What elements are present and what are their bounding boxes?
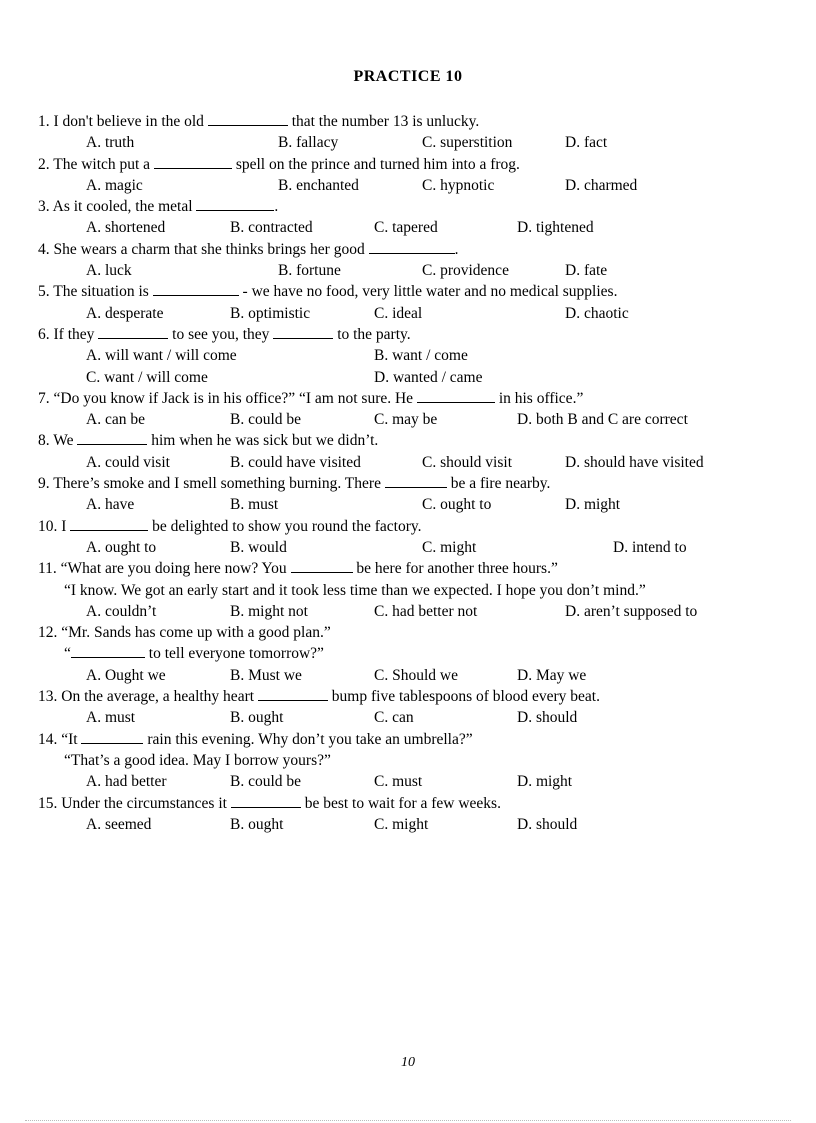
question-text: to see you, they [168, 325, 274, 343]
answer-option[interactable]: C. providence [422, 262, 509, 280]
answer-option[interactable]: B. Must we [230, 666, 302, 684]
answer-blank[interactable] [369, 239, 455, 254]
answer-option[interactable]: A. had better [86, 773, 167, 791]
options-row [38, 814, 783, 835]
answer-option[interactable]: A. couldn’t [86, 602, 157, 620]
answer-blank[interactable] [154, 154, 232, 169]
question-text: “ [64, 645, 71, 663]
question-text: 11. “What are you doing here now? You [38, 560, 291, 578]
question-text: bump five tablespoons of blood every beat. [327, 688, 600, 706]
answer-blank[interactable] [81, 729, 143, 744]
question-12-line [38, 643, 783, 664]
page-number: 10 [401, 1055, 415, 1070]
answer-blank[interactable] [196, 196, 274, 211]
question-5-line [38, 281, 783, 302]
answer-option[interactable]: D. might [565, 496, 621, 514]
question-text: 13. On the average, a healthy heart [38, 688, 258, 706]
options-row [38, 132, 783, 153]
question-text: to the party. [333, 325, 411, 343]
options-row [38, 494, 783, 515]
question-1-line [38, 111, 783, 132]
question-text: to tell everyone tomorrow?” [144, 645, 324, 663]
question-text: spell on the prince and turned him into a frog. [231, 155, 520, 173]
answer-option[interactable]: A. Ought we [86, 666, 166, 684]
answer-option[interactable]: B. enchanted [278, 176, 359, 194]
question-text: him when he was sick but we didn’t. [147, 432, 379, 450]
question-text: “I know. We got an early start and it took less time than we expected. I hope you don’t mind.” [64, 581, 646, 599]
answer-option[interactable]: C. can [374, 709, 414, 727]
question-12-line [38, 622, 783, 643]
question-3-line [38, 196, 783, 217]
question-text: 15. Under the circumstances it [38, 794, 231, 812]
question-text: be delighted to show you round the factory. [148, 517, 422, 535]
question-11-line [38, 558, 783, 579]
answer-blank[interactable] [77, 430, 147, 445]
answer-option[interactable]: C. may be [374, 411, 438, 429]
answer-blank[interactable] [273, 324, 333, 339]
answer-option[interactable]: C. Should we [374, 666, 458, 684]
answer-option[interactable]: A. magic [86, 176, 143, 194]
answer-option[interactable]: D. charmed [565, 176, 638, 194]
answer-blank[interactable] [153, 281, 239, 296]
question-text: 7. “Do you know if Jack is in his office?” “I am not sure. He [38, 389, 417, 407]
answer-option[interactable]: A. have [86, 496, 135, 514]
question-text: . [454, 240, 459, 258]
options-row [38, 367, 783, 388]
answer-option[interactable]: B. must [230, 496, 279, 514]
answer-blank[interactable] [98, 324, 168, 339]
answer-blank[interactable] [291, 558, 353, 573]
question-9-line [38, 473, 783, 494]
answer-option[interactable]: C. want / will come [86, 368, 208, 386]
question-14-line [38, 750, 783, 771]
question-text: rain this evening. Why don’t you take an umbrella?” [143, 730, 473, 748]
answer-option[interactable]: B. could have visited [230, 453, 361, 471]
options-row [38, 217, 783, 238]
question-text: 14. “It [38, 730, 82, 748]
options-row [38, 452, 783, 473]
answer-option[interactable]: A. luck [86, 262, 132, 280]
answer-option[interactable]: D. wanted / came [374, 368, 483, 386]
answer-option[interactable]: C. might [422, 538, 477, 556]
answer-option[interactable]: B. might not [230, 602, 308, 620]
question-2-line [38, 154, 783, 175]
answer-option[interactable]: D. intend to [613, 538, 687, 556]
answer-option[interactable]: D. might [517, 773, 573, 791]
question-text: 12. “Mr. Sands has come up with a good plan.” [38, 624, 331, 642]
answer-blank[interactable] [231, 793, 301, 808]
answer-option[interactable]: C. must [374, 773, 423, 791]
answer-blank[interactable] [70, 516, 148, 531]
options-row [38, 175, 783, 196]
answer-blank[interactable] [208, 111, 288, 126]
question-text: 5. The situation is [38, 283, 153, 301]
options-row [38, 537, 783, 558]
options-row [38, 345, 783, 366]
question-text: 1. I don't believe in the old [38, 113, 208, 130]
answer-option[interactable]: C. had better not [374, 602, 478, 620]
question-text: 8. We [38, 432, 78, 450]
options-row [38, 303, 783, 324]
question-text: . [274, 198, 279, 216]
options-row [38, 665, 783, 686]
answer-option[interactable]: B. would [230, 538, 287, 556]
question-7-line [38, 388, 783, 409]
question-15-line [38, 793, 783, 814]
question-text: “That’s a good idea. May I borrow yours?” [64, 751, 331, 769]
page-title: PRACTICE 10 [353, 68, 463, 85]
answer-blank[interactable] [258, 686, 328, 701]
question-text: 10. I [38, 517, 71, 535]
answer-option[interactable]: D. fate [565, 262, 608, 280]
answer-option[interactable]: A. desperate [86, 304, 164, 322]
answer-option[interactable]: B. could be [230, 411, 302, 429]
question-6-line [38, 324, 783, 345]
answer-blank[interactable] [417, 388, 495, 403]
answer-option[interactable]: A. seemed [86, 815, 152, 833]
question-text: - we have no food, very little water and no medical supplies. [238, 283, 618, 301]
answer-option[interactable]: A. can be [86, 411, 145, 429]
question-text: 4. She wears a charm that she thinks brings her good [38, 240, 369, 258]
answer-option[interactable]: D. fact [565, 134, 608, 152]
answer-option[interactable]: C. tapered [374, 219, 438, 237]
answer-option[interactable]: C. hypnotic [422, 176, 495, 194]
answer-option[interactable]: B. ought [230, 815, 284, 833]
answer-option[interactable]: D. tightened [517, 219, 594, 237]
answer-option[interactable]: B. could be [230, 773, 302, 791]
answer-option[interactable]: B. fortune [278, 262, 341, 280]
answer-option[interactable]: B. fallacy [278, 134, 339, 152]
page-bottom-rule [25, 1120, 791, 1121]
answer-option[interactable]: D. both B and C are correct [517, 411, 688, 429]
options-row [38, 260, 783, 281]
answer-option[interactable]: C. ideal [374, 304, 423, 322]
question-text: be a fire nearby. [446, 475, 551, 493]
answer-option[interactable]: D. should have visited [565, 453, 704, 471]
question-text: in his office.” [494, 389, 584, 407]
answer-option[interactable]: A. truth [86, 134, 135, 152]
question-text: 9. There’s smoke and I smell something burning. There [38, 475, 385, 493]
answer-option[interactable]: D. aren’t supposed to [565, 602, 698, 620]
question-list [38, 111, 783, 835]
question-13-line [38, 686, 783, 707]
answer-option[interactable]: A. will want / will come [86, 347, 237, 365]
question-text: 3. As it cooled, the metal [38, 198, 197, 216]
answer-option[interactable]: C. superstition [422, 134, 513, 152]
question-text: be here for another three hours.” [352, 560, 558, 578]
answer-option[interactable]: D. chaotic [565, 304, 629, 322]
question-14-line [38, 729, 783, 750]
answer-blank[interactable] [71, 643, 145, 658]
answer-option[interactable]: D. should [517, 709, 578, 727]
question-text: 2. The witch put a [38, 155, 154, 173]
options-row [38, 707, 783, 728]
question-11-line [38, 580, 783, 601]
options-row [38, 771, 783, 792]
question-4-line [38, 239, 783, 260]
question-text: be best to wait for a few weeks. [300, 794, 501, 812]
answer-option[interactable]: C. might [374, 815, 429, 833]
question-10-line [38, 516, 783, 537]
options-row [38, 601, 783, 622]
answer-option[interactable]: B. ought [230, 709, 284, 727]
answer-option[interactable]: A. could visit [86, 453, 170, 471]
answer-option[interactable]: B. optimistic [230, 304, 311, 322]
question-8-line [38, 430, 783, 451]
answer-option[interactable]: C. should visit [422, 453, 513, 471]
answer-option[interactable]: D. should [517, 815, 578, 833]
answer-option[interactable]: C. ought to [422, 496, 492, 514]
answer-option[interactable]: A. shortened [86, 219, 166, 237]
question-text: that the number 13 is unlucky. [287, 113, 480, 130]
answer-option[interactable]: B. contracted [230, 219, 313, 237]
answer-blank[interactable] [385, 473, 447, 488]
question-text: 6. If they [38, 325, 99, 343]
options-row [38, 409, 783, 430]
answer-option[interactable]: A. ought to [86, 538, 157, 556]
answer-option[interactable]: A. must [86, 709, 136, 727]
answer-option[interactable]: D. May we [517, 666, 587, 684]
answer-option[interactable]: B. want / come [374, 347, 468, 365]
